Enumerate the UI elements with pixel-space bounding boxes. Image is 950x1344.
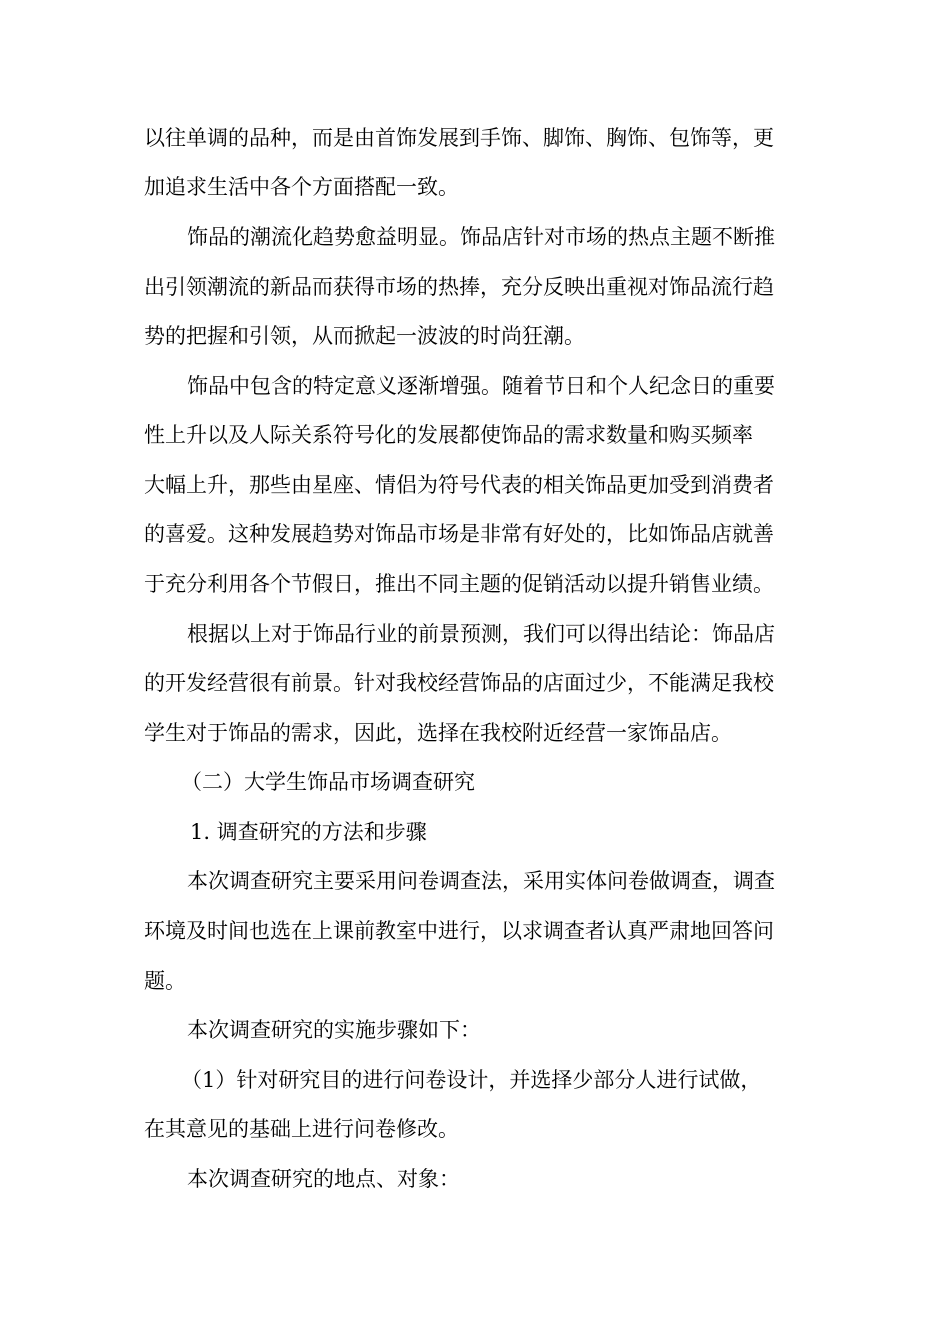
paragraph-line: 加追求生活中各个方面搭配一致。 <box>144 175 459 199</box>
paragraph-line: 本次调查研究的实施步骤如下： <box>187 1018 481 1042</box>
paragraph-line: 饰品中包含的特定意义逐渐增强。随着节日和个人纪念日的重要 <box>187 374 775 398</box>
paragraph-line: 本次调查研究的地点、对象： <box>187 1167 460 1191</box>
paragraph-line: 势的把握和引领，从而掀起一波波的时尚狂潮。 <box>144 324 585 348</box>
paragraph-line: 饰品的潮流化趋势愈益明显。饰品店针对市场的热点主题不断推 <box>187 225 775 249</box>
paragraph-line: 出引领潮流的新品而获得市场的热捧，充分反映出重视对饰品流行趋 <box>144 275 774 299</box>
paragraph-line: 以往单调的品种，而是由首饰发展到手饰、脚饰、胸饰、包饰等，更 <box>144 126 774 150</box>
list-item-line: （1）针对研究目的进行问卷设计，并选择少部分人进行试做， <box>181 1068 762 1092</box>
paragraph-line: 于充分利用各个节假日，推出不同主题的促销活动以提升销售业绩。 <box>144 572 774 596</box>
list-item-line: 在其意见的基础上进行问卷修改。 <box>144 1117 459 1141</box>
section-heading: （二）大学生饰品市场调查研究 <box>181 770 475 794</box>
paragraph-line: 题。 <box>144 969 186 993</box>
paragraph-line: 根据以上对于饰品行业的前景预测，我们可以得出结论：饰品店 <box>187 622 775 646</box>
paragraph-line: 学生对于饰品的需求，因此，选择在我校附近经营一家饰品店。 <box>144 721 732 745</box>
paragraph-line: 本次调查研究主要采用问卷调查法，采用实体问卷做调查，调查 <box>187 869 775 893</box>
paragraph-line: 性上升以及人际关系符号化的发展都使饰品的需求数量和购买频率 <box>144 423 753 447</box>
paragraph-line: 的开发经营很有前景。针对我校经营饰品的店面过少，不能满足我校 <box>144 671 774 695</box>
paragraph-line: 大幅上升，那些由星座、情侣为符号代表的相关饰品更加受到消费者 <box>144 473 774 497</box>
paragraph-line: 的喜爱。这种发展趋势对饰品市场是非常有好处的，比如饰品店就善 <box>144 522 774 546</box>
paragraph-line: 环境及时间也选在上课前教室中进行，以求调查者认真严肃地回答问 <box>144 919 774 943</box>
subsection-heading: 1. 调查研究的方法和步骤 <box>190 820 427 844</box>
